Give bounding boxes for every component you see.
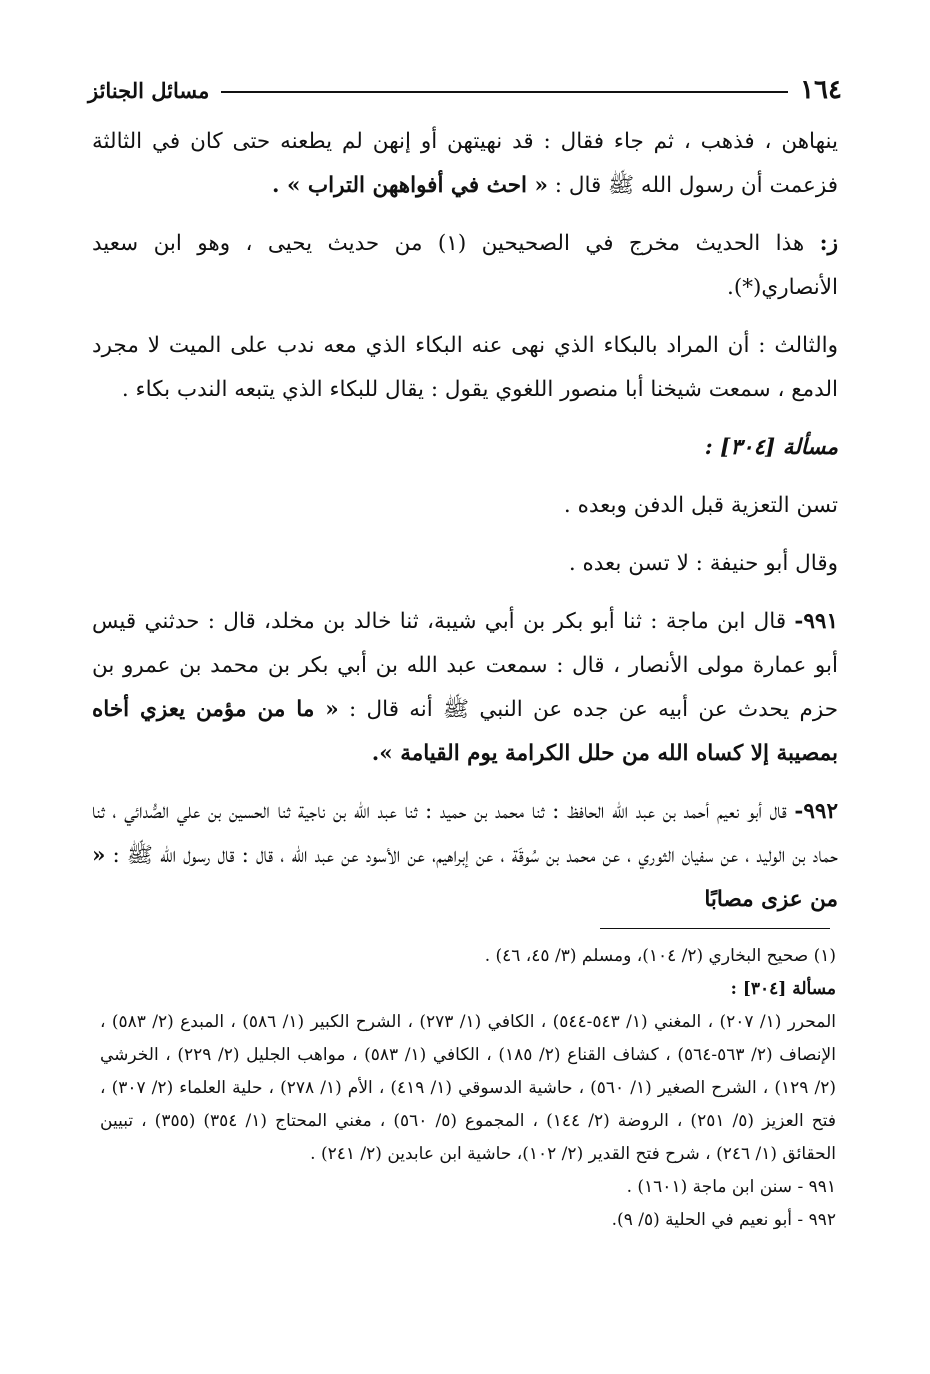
masala-opinion: وقال أبو حنيفة : لا تسن بعده . bbox=[568, 551, 838, 576]
hadith-quote: « من عزى مصابًا bbox=[92, 843, 838, 912]
paragraph-third-opinion: والثالث : أن المراد بالبكاء الذي نهى عنه البكاء الذي معه ندب على الميت لا مجرد الدمع ، سمعت شيخنا أبا منصور اللغوي يقول : يقال للبكاء الذي يتبعه الندب بكاء . bbox=[92, 333, 838, 402]
hadith-quote: « احث في أفواههن التراب » . bbox=[272, 173, 548, 198]
footnote-991: ٩٩١ - سنن ابن ماجة (١٦٠١) . bbox=[626, 1177, 836, 1197]
footnote-masala-heading: مسألة [٣٠٤] : bbox=[730, 979, 836, 999]
paragraph-takhrij bbox=[92, 222, 838, 310]
main-text bbox=[92, 120, 838, 922]
hadith-number: ٩٩١- bbox=[794, 609, 838, 634]
masala-statement: تسن التعزية قبل الدفن وبعده . bbox=[563, 493, 838, 518]
paragraph-text: هذا الحديث مخرج في الصحيحين (١) من حديث يحيى ، وهو ابن سعيد الأنصاري(*). bbox=[92, 231, 838, 300]
hadith-991 bbox=[92, 600, 838, 776]
footnote-masala-sources: المحرر (١/ ٢٠٧) ، المغني (١/ ٥٤٣-٥٤٤) ، الكافي (١/ ٢٧٣) ، الشرح الكبير (١/ ٥٨٦) ، المبدع (٢/ ٥٨٣) ، الإنصاف (٢/ ٥٦٣-٥٦٤) ، كشاف القناع (٢/ ١٨٥) ، الكافي (١/ ٥٨٣) ، مواهب الجليل (٢/ ٢٢٩) ، الخرشي (٢/ ١٢٩) ، الشرح الصغير (١/ ٥٦٠) ، حاشية الدسوقي (١/ ٤١٩) ، الأم (١/ ٢٧٨) ، حلية العلماء (٢/ ٣٠٧) ، فتح العزيز (٥/ ٢٥١) ، الروضة (٢/ ١٤٤) ، المجموع (٥/ ٥٦٠) ، مغني المحتاج (١/ ٣٥٤) (٣٥٥) ، تبيين الحقائق (١/ ٢٤٦) ، شرح فتح القدير (٢/ ١٠٢)، حاشية ابن عابدين (٢/ ٢٤١) . bbox=[100, 1012, 837, 1164]
hadith-992 bbox=[92, 790, 838, 922]
hadith-quote: « ما من مؤمن يعزي أخاه بمصيبة إلا كساه الله من حلل الكرامة يوم القيامة ». bbox=[92, 697, 838, 766]
footnote-992: ٩٩٢ - أبو نعيم في الحلية (٥/ ٩). bbox=[611, 1210, 836, 1230]
page-number: ١٦٤ bbox=[800, 75, 842, 105]
chapter-title: مسائل الجنائز bbox=[88, 77, 210, 103]
hadith-number: ٩٩٢- bbox=[794, 799, 839, 824]
masala-heading: مسألة [٣٠٤] : bbox=[704, 435, 838, 460]
footnotes bbox=[100, 940, 836, 1237]
paragraph-continuation bbox=[92, 120, 838, 208]
header-rule bbox=[221, 91, 788, 93]
footnote-rule bbox=[600, 928, 830, 929]
paragraph-text: ينهاهن ، فذهب ، ثم جاء فقال : قد نهيتهن أو إنهن لم يطعنه حتى كان في الثالثة فزعمت أن رسول الله ﷺ قال : bbox=[92, 129, 838, 198]
footnote-1: (١) صحيح البخاري (٢/ ١٠٤)، ومسلم (٣/ ٤٥، ٤٦) . bbox=[484, 946, 836, 966]
page-header bbox=[88, 70, 842, 110]
hadith-isnad: قال ابن ماجة : ثنا أبو بكر بن أبي شيبة، ثنا خالد بن مخلد، قال : حدثني قيس أبو عمارة مولى الأنصار ، قال : سمعت عبد الله بن أبي بكر بن محمد بن عمرو بن حزم يحدث عن أبيه عن جده عن النبي ﷺ أنه قال : bbox=[92, 609, 838, 722]
editor-mark: ز: bbox=[819, 231, 838, 256]
hadith-isnad: قال أبو نعيم أحمد بن عبد الله الحافظ : ثنا محمد بن حميد : ثنا عبد الله بن ناجية ثنا الحسين بن علي الصُّدائي ، ثنا حماد بن الوليد ، عن سفيان الثوري ، عن محمد بن سُوقَة ، عن إبراهيم، عن الأسود عن عبد الله ، قال : قال رسول الله ﷺ : bbox=[92, 799, 838, 868]
